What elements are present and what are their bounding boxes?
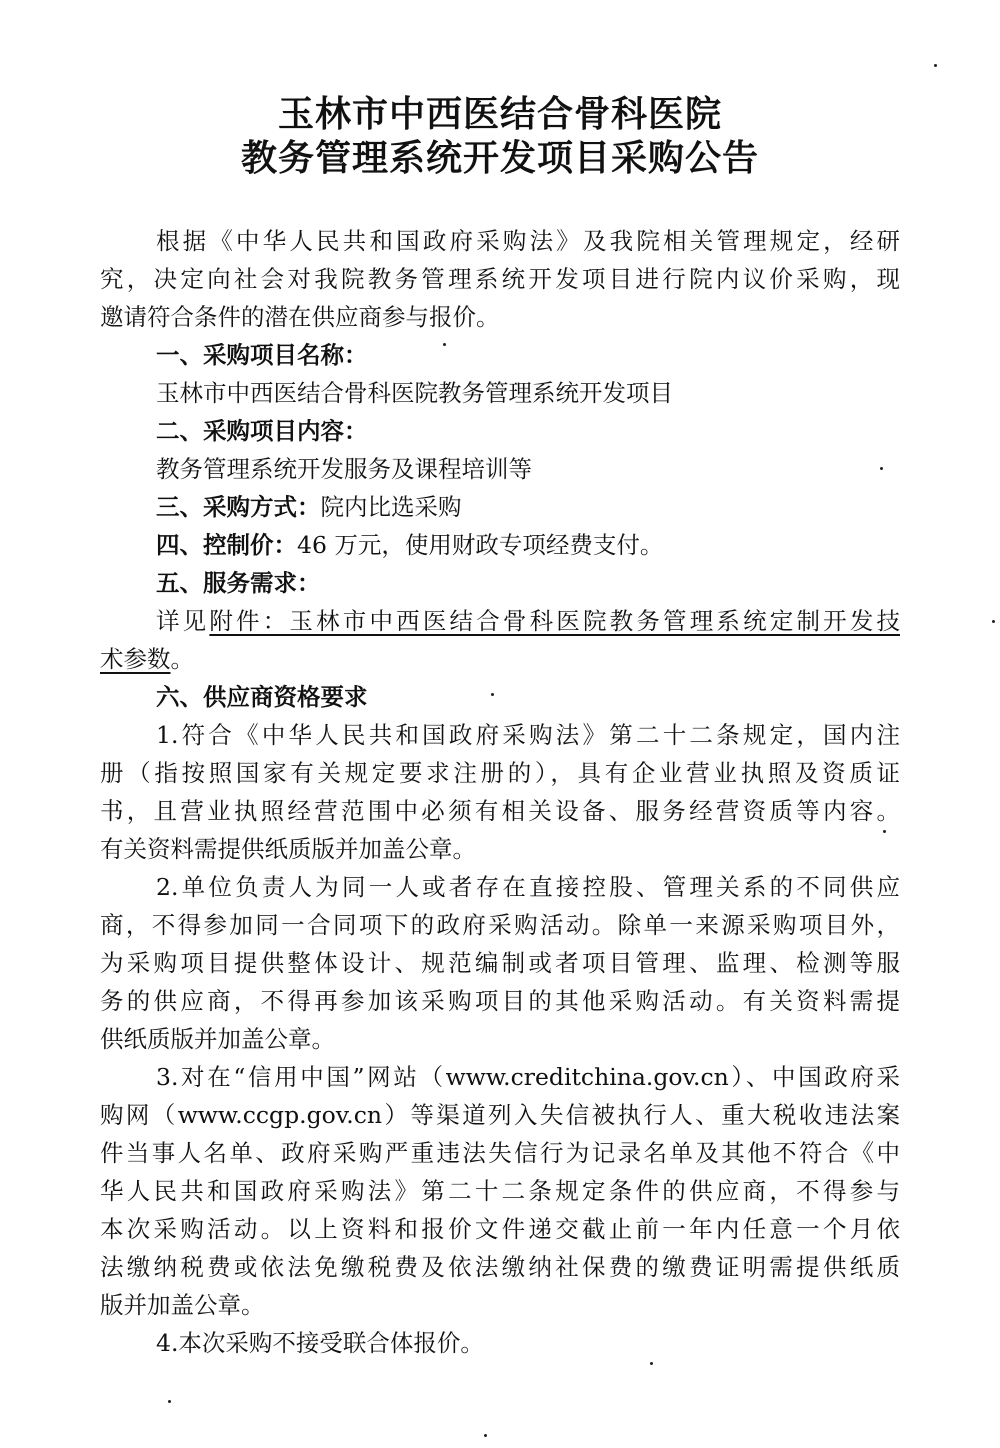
- document-title-line2: 教务管理系统开发项目采购公告: [240, 138, 759, 179]
- scan-speck: [491, 693, 494, 696]
- req1-line-3: 书，且营业执照经营范围中必须有相关设备、服务经营资质等内容。: [100, 797, 900, 825]
- intro-line-3: 邀请符合条件的潜在供应商参与报价。: [100, 303, 500, 331]
- req2-line-1: 2.单位负责人为同一人或者存在直接控股、管理关系的不同供应: [156, 873, 900, 901]
- req4-line: 4.本次采购不接受联合体报价。: [156, 1329, 484, 1357]
- section1-heading: 一、采购项目名称：: [156, 341, 368, 369]
- intro-line-1: 根据《中华人民共和国政府采购法》及我院相关管理规定，经研: [156, 227, 900, 255]
- scan-speck: [443, 343, 446, 346]
- req1-line-4: 有关资料需提供纸质版并加盖公章。: [100, 835, 476, 863]
- section3-heading: 三、采购方式：: [156, 493, 321, 521]
- req3-line-3: 件当事人名单、政府采购严重违法失信行为记录名单及其他不符合《中: [100, 1139, 900, 1167]
- section5-body-line2: [100, 642, 900, 676]
- scan-speck: [484, 1434, 487, 1437]
- section1-body: 玉林市中西医结合骨科医院教务管理系统开发项目: [156, 379, 673, 407]
- req2-line-4: 务的供应商，不得再参加该采购项目的其他采购活动。有关资料需提: [100, 987, 900, 1015]
- req3-line-6: 法缴纳税费或依法免缴税费及依法缴纳社保费的缴费证明需提供纸质: [100, 1253, 900, 1281]
- section2-heading: 二、采购项目内容：: [156, 417, 368, 445]
- req1-line-1: 1.符合《中华人民共和国政府采购法》第二十二条规定，国内注: [156, 721, 900, 749]
- scan-speck: [168, 1400, 171, 1403]
- section5-suffix: 。: [170, 645, 194, 673]
- section4-line: [156, 528, 900, 562]
- section6-heading: 六、供应商资格要求: [156, 683, 368, 711]
- req2-line-5: 供纸质版并加盖公章。: [100, 1025, 335, 1053]
- req3-line-1: 3.对在“信用中国”网站（www.creditchina.gov.cn）、中国政府采: [156, 1063, 900, 1091]
- scan-speck: [880, 467, 883, 470]
- req3-line-7: 版并加盖公章。: [100, 1291, 265, 1319]
- scan-speck: [992, 620, 995, 623]
- req3-line-5: 本次采购活动。以上资料和报价文件递交截止前一年内任意一个月依: [100, 1215, 900, 1243]
- scan-speck: [934, 64, 937, 67]
- req3-line-4: 华人民共和国政府采购法》第二十二条规定条件的供应商，不得参与: [100, 1177, 900, 1205]
- req3-line-2: 购网（www.ccgp.gov.cn）等渠道列入失信被执行人、重大税收违法案: [100, 1101, 900, 1129]
- document-title-line1: 玉林市中西医结合骨科医院: [277, 94, 722, 135]
- section5-body-line1: [156, 604, 900, 638]
- intro-line-2: 究，决定向社会对我院教务管理系统开发项目进行院内议价采购，现: [100, 265, 900, 293]
- scan-speck: [883, 830, 886, 833]
- section3-body: 院内比选采购: [320, 493, 462, 521]
- req2-line-2: 商，不得参加同一合同项下的政府采购活动。除单一来源采购项目外，: [100, 911, 900, 939]
- scan-speck: [650, 1362, 653, 1365]
- section3-line: [156, 490, 900, 524]
- section5-heading: 五、服务需求：: [156, 569, 321, 597]
- section5-prefix: 详见: [156, 607, 210, 635]
- section4-body: 46 万元，使用财政专项经费支付。: [297, 531, 664, 559]
- attachment-link-cont[interactable]: 术参数: [100, 645, 171, 673]
- section4-heading: 四、控制价：: [156, 531, 297, 559]
- req2-line-3: 为采购项目提供整体设计、规范编制或者项目管理、监理、检测等服: [100, 949, 900, 977]
- req1-line-2: 册（指按照国家有关规定要求注册的），具有企业营业执照及资质证: [100, 759, 900, 787]
- attachment-link[interactable]: 附件：玉林市中西医结合骨科医院教务管理系统定制开发技: [209, 607, 901, 635]
- section2-body: 教务管理系统开发服务及课程培训等: [156, 455, 532, 483]
